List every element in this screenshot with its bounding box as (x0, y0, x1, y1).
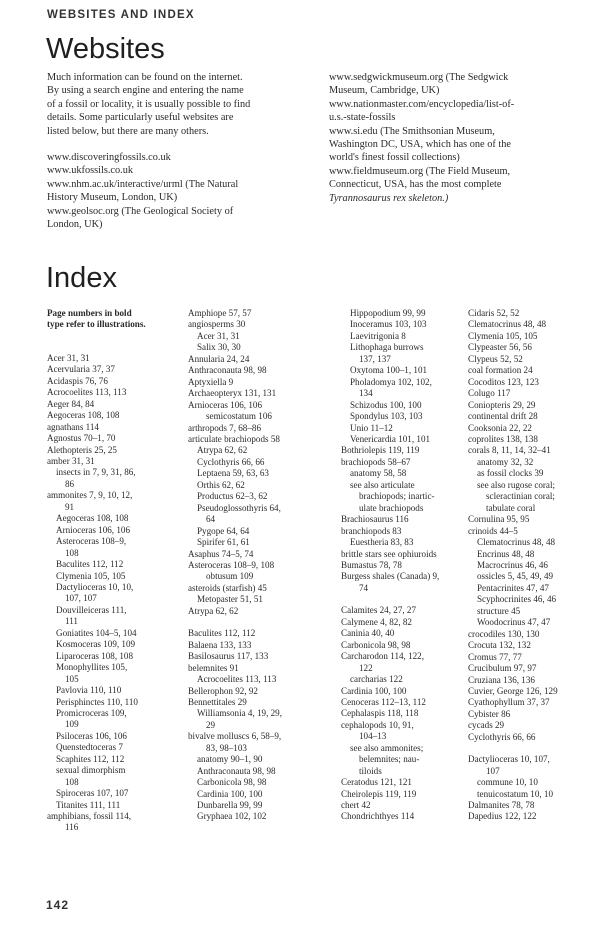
website-link[interactable]: www.ukfossils.co.uk (47, 165, 133, 177)
index-entry: bivalve molluscs 6, 58–9, (188, 731, 282, 742)
index-entry: 83, 98–103 (206, 742, 247, 753)
index-entry: Venericardia 101, 101 (350, 433, 431, 444)
index-entry: Pentacrinites 47, 47 (477, 582, 549, 593)
index-entry: Pavlovia 110, 110 (56, 685, 122, 696)
index-entry: ulate brachiopods (359, 502, 424, 513)
index-entry: Cocoditos 123, 123 (468, 376, 539, 387)
index-entry: Scyphocrinites 46, 46 (477, 594, 557, 605)
index-entry: Amphiope 57, 57 (188, 308, 252, 318)
index-entry: Clymenia 105, 105 (56, 570, 126, 581)
index-note: Page numbers in bold (47, 308, 132, 318)
index-entry: Leptaena 59, 63, 63 (197, 468, 269, 479)
index-entry: chert 42 (341, 800, 371, 811)
index-entry: angiosperms 30 (188, 319, 246, 330)
index-entry: Cyclothyris 66, 66 (197, 456, 265, 467)
index-entry: Dapedius 122, 122 (468, 811, 537, 822)
index-entry: Cyclothyris 66, 66 (468, 731, 536, 742)
index-entry: Gryphaea 102, 102 (197, 811, 267, 822)
index-entry: Cidaris 52, 52 (468, 308, 520, 318)
intro-line: listed below, but there are many others. (47, 125, 209, 137)
index-entry: Quenstedtoceras 7 (56, 742, 123, 753)
index-entry: Psiloceras 106, 106 (56, 730, 127, 741)
website-link[interactable]: u.s.-state-fossils (329, 112, 396, 124)
index-entry: belemnites 91 (188, 662, 239, 673)
index-entry: 105 (65, 673, 79, 684)
index-entry: Chondrichthyes 114 (341, 811, 415, 822)
index-column-2 (188, 308, 333, 823)
index-note: type refer to illustrations. (47, 319, 146, 330)
index-entry: Clematocrinus 48, 48 (468, 319, 547, 330)
index-entry: sexual dimorphism (56, 765, 126, 776)
index-entry: Aptyxiella 9 (188, 376, 234, 387)
index-entry: Bennettitales 29 (188, 696, 247, 707)
index-entry: Bellerophon 92, 92 (188, 685, 258, 696)
index-entry: anatomy 90–1, 90 (197, 754, 263, 765)
index-entry: Scaphites 112, 112 (56, 753, 125, 764)
index-entry: Inoceramus 103, 103 (350, 319, 427, 330)
index-entry: Euestheria 83, 83 (350, 537, 414, 548)
index-entry: 108 (65, 776, 79, 787)
index-heading: Index (46, 262, 117, 294)
page-number: 142 (46, 898, 70, 912)
index-entry: Douvilleiceras 111, (56, 604, 127, 615)
index-entry: crinoids 44–5 (468, 525, 518, 536)
website-link-desc: London, UK) (47, 219, 103, 231)
index-entry: Acrocoelites 113, 113 (47, 387, 127, 398)
intro-line: By using a search engine and entering the name (47, 85, 244, 97)
index-entry: carcharias 122 (350, 674, 403, 685)
index-entry: Clypeaster 56, 56 (468, 342, 532, 353)
index-entries-2 (188, 308, 333, 823)
index-entry: Bumastus 78, 78 (341, 559, 402, 570)
websites-heading: Websites (46, 33, 165, 65)
website-link[interactable]: www.fieldmuseum.org (The Field Museum, (329, 165, 511, 177)
index-entry: insects in 7, 9, 31, 86, (56, 467, 136, 478)
index-entry: 107, 107 (65, 593, 97, 604)
running-head: WEBSITES AND INDEX (47, 9, 195, 21)
index-column-1 (47, 308, 182, 834)
index-spacer (468, 743, 598, 754)
index-entry: 74 (359, 582, 369, 593)
index-entry: Atrypa 62, 62 (188, 605, 239, 616)
index-entry: Carbonicola 98, 98 (341, 639, 411, 650)
index-entry: Clematocrinus 48, 48 (477, 537, 556, 548)
index-entry: cycads 29 (468, 720, 505, 731)
website-link-desc: Museum, Cambridge, UK) (329, 85, 440, 97)
website-link[interactable]: www.nhm.ac.uk/interactive/urml (The Natural (47, 178, 239, 190)
index-entry: crocodiles 130, 130 (468, 628, 540, 639)
index-entry: Carcharodon 114, 122, (341, 651, 425, 662)
index-entry: Baculites 112, 112 (56, 559, 124, 570)
index-entry: belemnites; nau- (359, 754, 420, 765)
index-entry: Calamites 24, 27, 27 (341, 605, 417, 616)
index-entry: Bothriolepis 119, 119 (341, 445, 420, 456)
index-entry: see also rugose coral; (477, 479, 556, 490)
index-entry: Dalmanites 78, 78 (468, 800, 535, 811)
index-entry: ossicles 5, 45, 49, 49 (477, 571, 554, 582)
index-entry: 109 (65, 719, 79, 730)
index-entry: Encrinus 48, 48 (477, 548, 535, 559)
index-entry: semicostatum 106 (206, 411, 272, 422)
index-entry: Colugo 117 (468, 388, 511, 399)
index-entry: Productus 62–3, 62 (197, 491, 268, 502)
index-entry: Cephalaspis 118, 118 (341, 708, 419, 719)
index-entry: Baculites 112, 112 (188, 628, 256, 639)
index-entry: Cardinia 100, 100 (341, 685, 407, 696)
index-entry: brachiopods; inartic- (359, 491, 435, 502)
website-link-desc: History Museum, London, UK) (47, 192, 178, 204)
index-entry: Cooksonia 22, 22 (468, 422, 532, 433)
index-entry: 29 (206, 719, 216, 730)
index-entry: Agnostus 70–1, 70 (47, 433, 116, 444)
index-entry: Macrocrinus 46, 46 (477, 559, 548, 570)
index-entry: Atrypa 62, 62 (197, 445, 248, 456)
index-entry: Acidaspis 76, 76 (47, 375, 108, 386)
index-entry: Hippopodium 99, 99 (350, 308, 426, 318)
index-entry: 137, 137 (359, 353, 391, 364)
index-entry: 116 (65, 822, 79, 833)
index-entry: Titanites 111, 111 (56, 799, 121, 810)
index-entry: tenuicostatum 10, 10 (477, 788, 554, 799)
index-entry: 86 (65, 478, 75, 489)
index-entry: Carbonicola 98, 98 (197, 777, 267, 788)
index-entry: Clymenia 105, 105 (468, 330, 538, 341)
index-entry: Aeger 84, 84 (47, 398, 95, 409)
index-entry: Liparoceras 108, 108 (56, 650, 134, 661)
index-entry: 107 (486, 765, 500, 776)
website-link-desc: Connecticut, USA, has the most complete (329, 179, 502, 191)
index-spacer (47, 342, 182, 353)
index-entries-3 (341, 308, 461, 823)
index-entry: 91 (65, 501, 75, 512)
index-entry: Metopaster 51, 51 (197, 594, 263, 605)
index-entry: continental drift 28 (468, 411, 538, 422)
index-entry: Dunbarella 99, 99 (197, 800, 263, 811)
websites-right-column (329, 71, 594, 205)
index-entry: Goniatites 104–5, 104 (56, 627, 137, 638)
index-entry: coal formation 24 (468, 365, 533, 376)
index-entry: Kosmoceras 109, 109 (56, 639, 136, 650)
index-entry: brittle stars see ophiuroids (341, 548, 437, 559)
index-entry: tiloids (359, 765, 382, 776)
index-entry: Asaphus 74–5, 74 (188, 548, 254, 559)
index-entry: arthropods 7, 68–86 (188, 422, 261, 433)
index-entry: Basilosaurus 117, 133 (188, 651, 269, 662)
index-entry: amber 31, 31 (47, 455, 95, 466)
index-entry: Balaena 133, 133 (188, 639, 252, 650)
index-entry: articulate brachiopods 58 (188, 433, 280, 444)
index-entry: Calymene 4, 82, 82 (341, 616, 412, 627)
index-entry: Laevitrigonia 8 (350, 330, 406, 341)
index-entry: 122 (359, 662, 373, 673)
intro-line: of a fossil or locality, it is usually possible to find (47, 98, 251, 110)
index-spacer (188, 617, 333, 628)
index-entry: obtusum 109 (206, 571, 254, 582)
index-entries-1 (47, 331, 182, 834)
website-link-desc: world's finest fossil collections) (329, 152, 460, 164)
index-column-4 (468, 308, 598, 823)
index-entry: Pholadomya 102, 102, (350, 376, 432, 387)
websites-left-column (47, 71, 312, 244)
websites-left-links (47, 151, 312, 231)
index-entry: Cruziana 136, 136 (468, 674, 535, 685)
index-entry: Arnioceras 106, 106 (56, 524, 130, 535)
index-entry: Oxytoma 100–1, 101 (350, 365, 428, 376)
index-entry: Cyathophyllum 37, 37 (468, 697, 550, 708)
index-entry: agnathans 114 (47, 421, 99, 432)
index-entry: Pseudoglossothyris 64, (197, 502, 281, 513)
index-entry: 104–13 (359, 731, 387, 742)
index-entry: Lithophaga burrows (350, 342, 424, 353)
index-entry: commune 10, 10 (477, 777, 538, 788)
index-entry: Salix 30, 30 (197, 342, 241, 353)
index-entry: Cybister 86 (468, 708, 511, 719)
index-entry: Anthraconauta 98, 98 (188, 365, 267, 376)
index-entry: Dactylioceras 10, 107, (468, 754, 550, 765)
index-entry: asteroids (starfish) 45 (188, 582, 267, 593)
index-entry: Crucibulum 97, 97 (468, 663, 537, 674)
index-entry: Cuvier, George 126, 129 (468, 685, 558, 696)
index-entry: Anthraconauta 98, 98 (197, 765, 276, 776)
index-entry: 64 (206, 514, 216, 525)
intro-line: Much information can be found on the internet. (47, 72, 243, 83)
websites-intro (47, 71, 312, 138)
index-entry: Promicroceras 109, (56, 707, 127, 718)
index-spacer (341, 594, 461, 605)
website-link[interactable]: www.sedgwickmuseum.org (The Sedgwick (329, 72, 509, 83)
index-entry: Acervularia 37, 37 (47, 364, 115, 375)
website-link[interactable]: www.geolsoc.org (The Geological Society of (47, 205, 234, 217)
index-entry: ammonites 7, 9, 10, 12, (47, 490, 133, 501)
index-entry: Schizodus 100, 100 (350, 399, 422, 410)
index-entry: Cenoceras 112–13, 112 (341, 696, 426, 707)
index-entry: Cromus 77, 77 (468, 651, 522, 662)
website-link-desc: Tyrannosaurus rex skeleton.) (329, 192, 449, 204)
index-entry: Aegoceras 108, 108 (47, 410, 120, 421)
index-entry: tabulate coral (486, 502, 536, 513)
index-entry: coprolites 138, 138 (468, 433, 538, 444)
index-entry: Coniopteris 29, 29 (468, 399, 536, 410)
website-link[interactable]: www.nationmaster.com/encyclopedia/list-of- (329, 98, 515, 110)
index-entry: Aegoceras 108, 108 (56, 513, 129, 524)
index-entry: Perisphinctes 110, 110 (56, 696, 138, 707)
index-entry: see also articulate (350, 479, 415, 490)
index-entry: scleractinian coral; (486, 491, 555, 502)
index-entry: Cardinia 100, 100 (197, 788, 263, 799)
index-spacer (47, 331, 182, 342)
index-entry: Spiroceras 107, 107 (56, 788, 129, 799)
index-entry: Spirifer 61, 61 (197, 537, 250, 548)
website-link-desc: Washington DC, USA, which has one of the (329, 139, 511, 151)
index-entry: brachiopods 58–67 (341, 456, 411, 467)
index-entry: Archaeopteryx 131, 131 (188, 388, 277, 399)
index-entries-4 (468, 308, 598, 823)
website-link[interactable]: www.discoveringfossils.co.uk (47, 152, 171, 164)
intro-line: details. Some particularly useful websites are (47, 112, 234, 124)
index-entry: Woodocrinus 47, 47 (477, 617, 551, 628)
index-entry: Ceratodus 121, 121 (341, 777, 412, 788)
index-entry: Spondylus 103, 103 (350, 411, 423, 422)
index-entry: Asteroceras 108–9, 108 (188, 559, 275, 570)
index-entry: Clypeus 52, 52 (468, 353, 523, 364)
index-entry: Alethopteris 25, 25 (47, 444, 117, 455)
index-entry: Orthis 62, 62 (197, 479, 245, 490)
index-entry: Brachiosaurus 116 (341, 514, 409, 525)
index-entry: cephalopods 10, 91, (341, 719, 414, 730)
index-entry: Caninia 40, 40 (341, 628, 395, 639)
index-entry: Cheirolepis 119, 119 (341, 788, 417, 799)
index-entry: Cornulina 95, 95 (468, 514, 530, 525)
index-entry: Pygope 64, 64 (197, 525, 250, 536)
index-entry: Burgess shales (Canada) 9, (341, 571, 440, 582)
index-entry: see also ammonites; (350, 742, 424, 753)
index-entry: 134 (359, 388, 373, 399)
index-column-3 (341, 308, 461, 823)
index-entry: Asteroceras 108–9, (56, 536, 127, 547)
index-entry: Annularia 24, 24 (188, 353, 250, 364)
index-entry: 108 (65, 547, 79, 558)
index-entry: Acer 31, 31 (197, 330, 240, 341)
index-entry: Williamsonia 4, 19, 29, (197, 708, 283, 719)
website-link[interactable]: www.si.edu (The Smithsonian Museum, (329, 125, 495, 137)
index-entry: anatomy 58, 58 (350, 468, 407, 479)
index-entry: Monophyllites 105, (56, 662, 128, 673)
index-entry: as fossil clocks 39 (477, 468, 544, 479)
index-entry: corals 8, 11, 14, 32–41 (468, 445, 551, 456)
index-entry: structure 45 (477, 605, 521, 616)
index-entry: branchiopods 83 (341, 525, 402, 536)
index-entry: 111 (65, 616, 78, 627)
index-entry: anatomy 32, 32 (477, 456, 534, 467)
index-entry: Acer 31, 31 (47, 352, 90, 363)
index-entry: Unio 11–12 (350, 422, 393, 433)
index-entry: Crocuta 132, 132 (468, 640, 531, 651)
index-entry: Acrocoelites 113, 113 (197, 674, 277, 685)
index-entry: Arnioceras 106, 106 (188, 399, 262, 410)
index-entry: amphibians, fossil 114, (47, 811, 132, 822)
index-entry: Dactylioceras 10, 10, (56, 581, 134, 592)
